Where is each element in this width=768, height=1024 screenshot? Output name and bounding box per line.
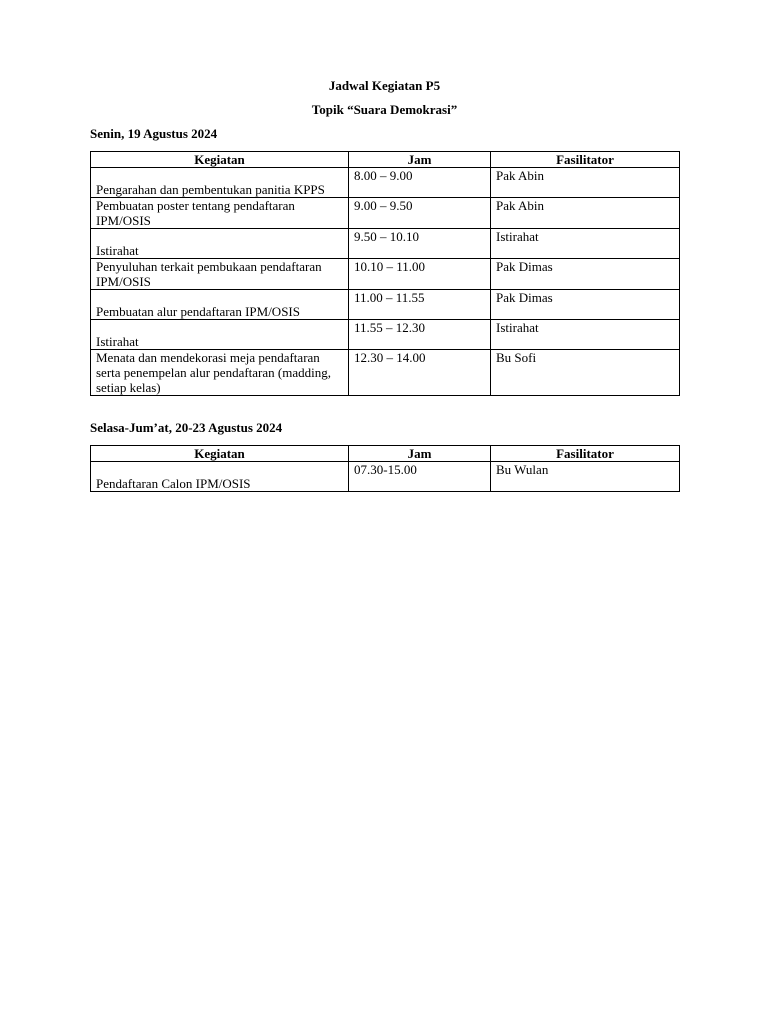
schedule-table-senin <box>90 151 680 396</box>
column-header-jam: Jam <box>349 446 491 462</box>
cell-jam: 11.00 – 11.55 <box>349 290 491 320</box>
cell-kegiatan: Pendaftaran Calon IPM/OSIS <box>91 462 349 492</box>
cell-kegiatan: Pengarahan dan pembentukan panitia KPPS <box>91 168 349 198</box>
cell-jam: 10.10 – 11.00 <box>349 259 491 290</box>
cell-jam: 12.30 – 14.00 <box>349 350 491 396</box>
cell-kegiatan: Istirahat <box>91 320 349 350</box>
cell-fasilitator: Pak Abin <box>491 168 680 198</box>
cell-kegiatan: Istirahat <box>91 229 349 259</box>
document-subtitle: Topik “Suara Demokrasi” <box>311 102 458 117</box>
document-title: Jadwal Kegiatan P5 <box>328 78 441 93</box>
table-row <box>91 462 680 492</box>
table-header-row <box>91 446 680 462</box>
column-header-jam: Jam <box>349 152 491 168</box>
cell-fasilitator: Pak Dimas <box>491 290 680 320</box>
document-page <box>90 78 679 492</box>
cell-fasilitator: Pak Dimas <box>491 259 680 290</box>
cell-fasilitator: Istirahat <box>491 229 680 259</box>
cell-kegiatan: Penyuluhan terkait pembukaan pendaftaran IPM/OSIS <box>91 259 349 290</box>
cell-jam: 11.55 – 12.30 <box>349 320 491 350</box>
cell-fasilitator: Bu Sofi <box>491 350 680 396</box>
cell-jam: 8.00 – 9.00 <box>349 168 491 198</box>
section-heading-selasa-jumat: Selasa-Jum’at, 20-23 Agustus 2024 <box>90 420 283 435</box>
cell-jam: 07.30-15.00 <box>349 462 491 492</box>
table-row <box>91 259 680 290</box>
table-row <box>91 290 680 320</box>
cell-jam: 9.50 – 10.10 <box>349 229 491 259</box>
column-header-kegiatan: Kegiatan <box>91 446 349 462</box>
cell-kegiatan: Menata dan mendekorasi meja pendaftaran serta penempelan alur pendaftaran (madding, setiap kelas) <box>91 350 349 396</box>
table-row <box>91 229 680 259</box>
cell-fasilitator: Bu Wulan <box>491 462 680 492</box>
column-header-fasilitator: Fasilitator <box>491 446 680 462</box>
cell-kegiatan: Pembuatan poster tentang pendaftaran IPM/OSIS <box>91 198 349 229</box>
cell-fasilitator: Pak Abin <box>491 198 680 229</box>
table-row <box>91 320 680 350</box>
cell-jam: 9.00 – 9.50 <box>349 198 491 229</box>
cell-kegiatan: Pembuatan alur pendaftaran IPM/OSIS <box>91 290 349 320</box>
cell-fasilitator: Istirahat <box>491 320 680 350</box>
schedule-table-selasa-jumat <box>90 445 680 492</box>
table-row <box>91 350 680 396</box>
section-heading-senin: Senin, 19 Agustus 2024 <box>90 126 218 141</box>
table-row <box>91 168 680 198</box>
table-header-row <box>91 152 680 168</box>
table-row <box>91 198 680 229</box>
column-header-kegiatan: Kegiatan <box>91 152 349 168</box>
column-header-fasilitator: Fasilitator <box>491 152 680 168</box>
